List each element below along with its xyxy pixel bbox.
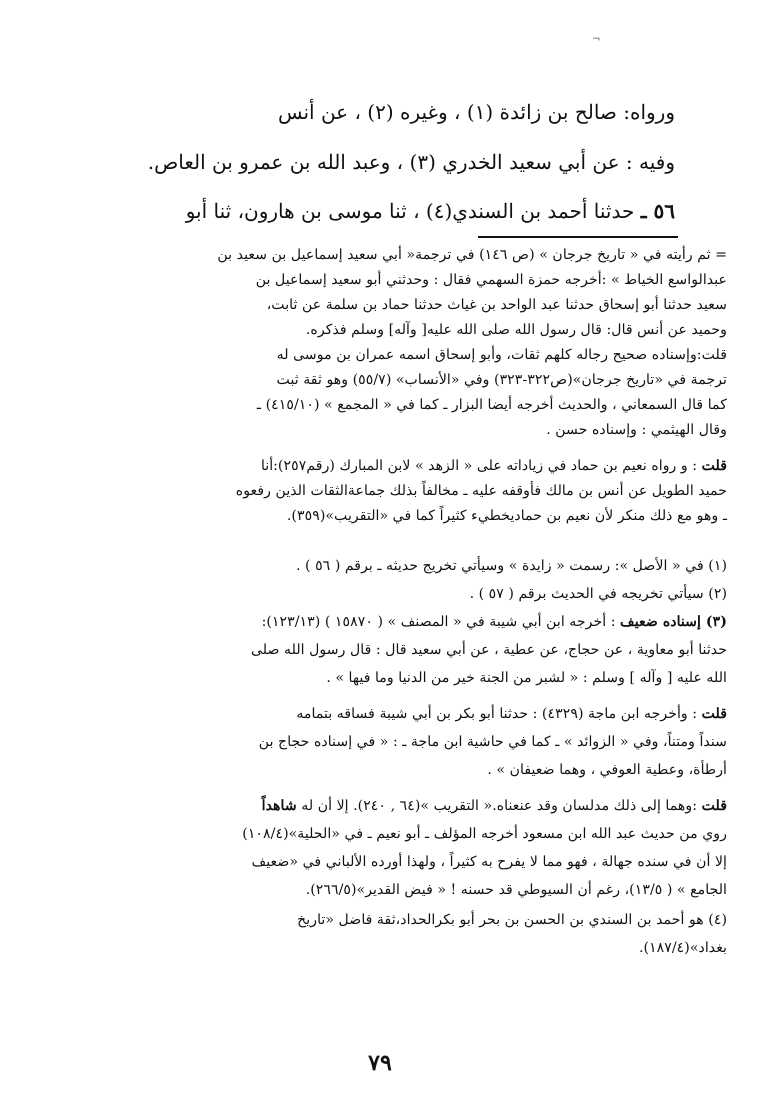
footnote-1: (١) في « الأصل »: رسمت « زايدة » وسيأتي تخريج حديثه ـ برقم ( ٥٦ ) . (295, 558, 727, 574)
foot-qult-1 (261, 458, 727, 474)
footnote-separator (478, 236, 678, 238)
foot-cont-4: وحميد عن أنس قال: قال رسول الله صلى الله عليه[ وآله] وسلم فذكره. (305, 322, 727, 338)
footnote-4-line-1: (٤) هو أحمد بن السندي بن الحسن بن بحر أبو بكرالحداد،ثقة فاضل «تاريخ (297, 912, 727, 928)
foot-cont-5: قلت:وإسناده صحيح رجاله كلهم ثقات، وأبو إسحاق اسمه عمران بن موسى له (276, 347, 727, 363)
hadith-isnad: حدثنا أحمد بن السندي(٤) ، ثنا موسى بن هارون، ثنا أبو (185, 199, 635, 223)
foot-cont-2: عبدالواسع الخياط » :أخرجه حمزة السهمي فقال : وحدثني أبو سعيد إسماعيل بن (255, 272, 727, 288)
foot-cont-8: وقال الهيثمي : وإسناده حسن . (546, 422, 727, 438)
fn3-source: : أخرجه ابن أبي شيبة في « المصنف » ( ١٥٨٧٠ ) (١٢٣/١٣): (261, 614, 616, 630)
fn3-para2-text: : وأخرجه ابن ماجة (٤٣٢٩) : حدثنا أبو بكر بن أبي شيبة فساقه بتمامه (296, 706, 698, 722)
footnote-3-para3-3: إلا أن في سنده جهالة ، فهو مما لا يفرح به كثيراً ، ولهذا أورده الألباني في «ضعيف (251, 854, 727, 870)
main-line-2: وفيه : عن أبي سعيد الخدري (٣) ، وعبد الله بن عمرو بن العاص. (147, 150, 675, 174)
page-number: ٧٩ (368, 1050, 392, 1076)
footnote-3-para3-1 (262, 798, 727, 814)
foot-qult-3: ـ وهو مع ذلك منكر لأن نعيم بن حماديخطيء كثيراً كما في «التقريب»(٣٥٩). (286, 508, 727, 524)
fn3-qult-label-2: قلت (701, 798, 727, 814)
main-line-3 (186, 199, 675, 223)
footnote-3-para2-1 (296, 706, 727, 722)
footnote-2: (٢) سيأتي تخريجه في الحديث برقم ( ٥٧ ) . (469, 586, 727, 602)
footnote-3-para2-3: أرطأة، وعطية العوفي ، وهما ضعيفان » . (487, 762, 727, 778)
qult-text: : و رواه نعيم بن حماد في زياداته على « الزهد » لابن المبارك (رقم٢٥٧):أنا (260, 458, 698, 474)
foot-qult-2: حميد الطويل عن أنس بن مالك فأوقفه عليه ـ مخالفاً بذلك جماعةالثقات الذين رفعوه (235, 483, 727, 499)
foot-cont-6: ترجمة في «تاريخ جرجان»(ص٣٢٢-٣٢٣) وفي «الأنساب» (٥٥/٧) وهو ثقة ثبت (276, 372, 727, 388)
fn3-grade: (٣) إسناده ضعيف (620, 614, 727, 630)
main-line-1: ورواه: صالح بن زائدة (١) ، وغيره (٢) ، عن أنس (277, 100, 675, 124)
qult-label: قلت (701, 458, 727, 474)
scan-speck: ¬ (592, 34, 601, 45)
footnote-3-para3-2: روي من حديث عبد الله ابن مسعود أخرجه المؤلف ـ أبو نعيم ـ في «الحلية»(١٠٨/٤) (242, 826, 727, 842)
footnote-3-line-2: حدثنا أبو معاوية ، عن حجاج، عن عطية ، عن أبي سعيد قال : قال رسول الله صلى (250, 642, 727, 658)
footnote-3-para3-4: الجامع » ( ١٣/٥)، رغم أن السيوطي قد حسنه ! « فيض القدير»(٢٦٦/٥). (305, 882, 727, 898)
hadith-number: ٥٦ ـ (640, 199, 675, 223)
foot-cont-1: = ثم رأيته في « تاريخ جرجان » (ص ١٤٦) في ترجمة« أبي سعيد إسماعيل بن سعيد بن (217, 247, 727, 263)
footnote-3-para2-2: سنداً ومتناً، وفي « الزوائد » ـ كما في حاشية ابن ماجة ـ : « في إسناده حجاج بن (258, 734, 727, 750)
foot-cont-3: سعيد حدثنا أبو إسحاق حدثنا عبد الواحد بن غياث حدثنا حماد بن سلمة عن ثابت، (266, 297, 727, 313)
footnote-3-line-3: الله عليه [ وآله ] وسلم : « لشبر من الجنة خير من الدنيا وما فيها » . (326, 670, 727, 686)
footnote-3-line-1 (262, 614, 727, 630)
fn3-para3-text: :وهما إلى ذلك مدلسان وقد عنعناه.« التقريب »(٦٤ , ٢٤٠). إلا أن له (301, 798, 698, 814)
fn3-qult-label: قلت (701, 706, 727, 722)
foot-cont-7: كما قال السمعاني ، والحديث أخرجه أيضا البزار ـ كما في « المجمع » (٤١٥/١٠) ـ (256, 397, 727, 413)
fn3-shahid: شاهداً (261, 798, 297, 814)
footnote-4-line-2: بغداد»(١٨٧/٤). (638, 940, 727, 956)
